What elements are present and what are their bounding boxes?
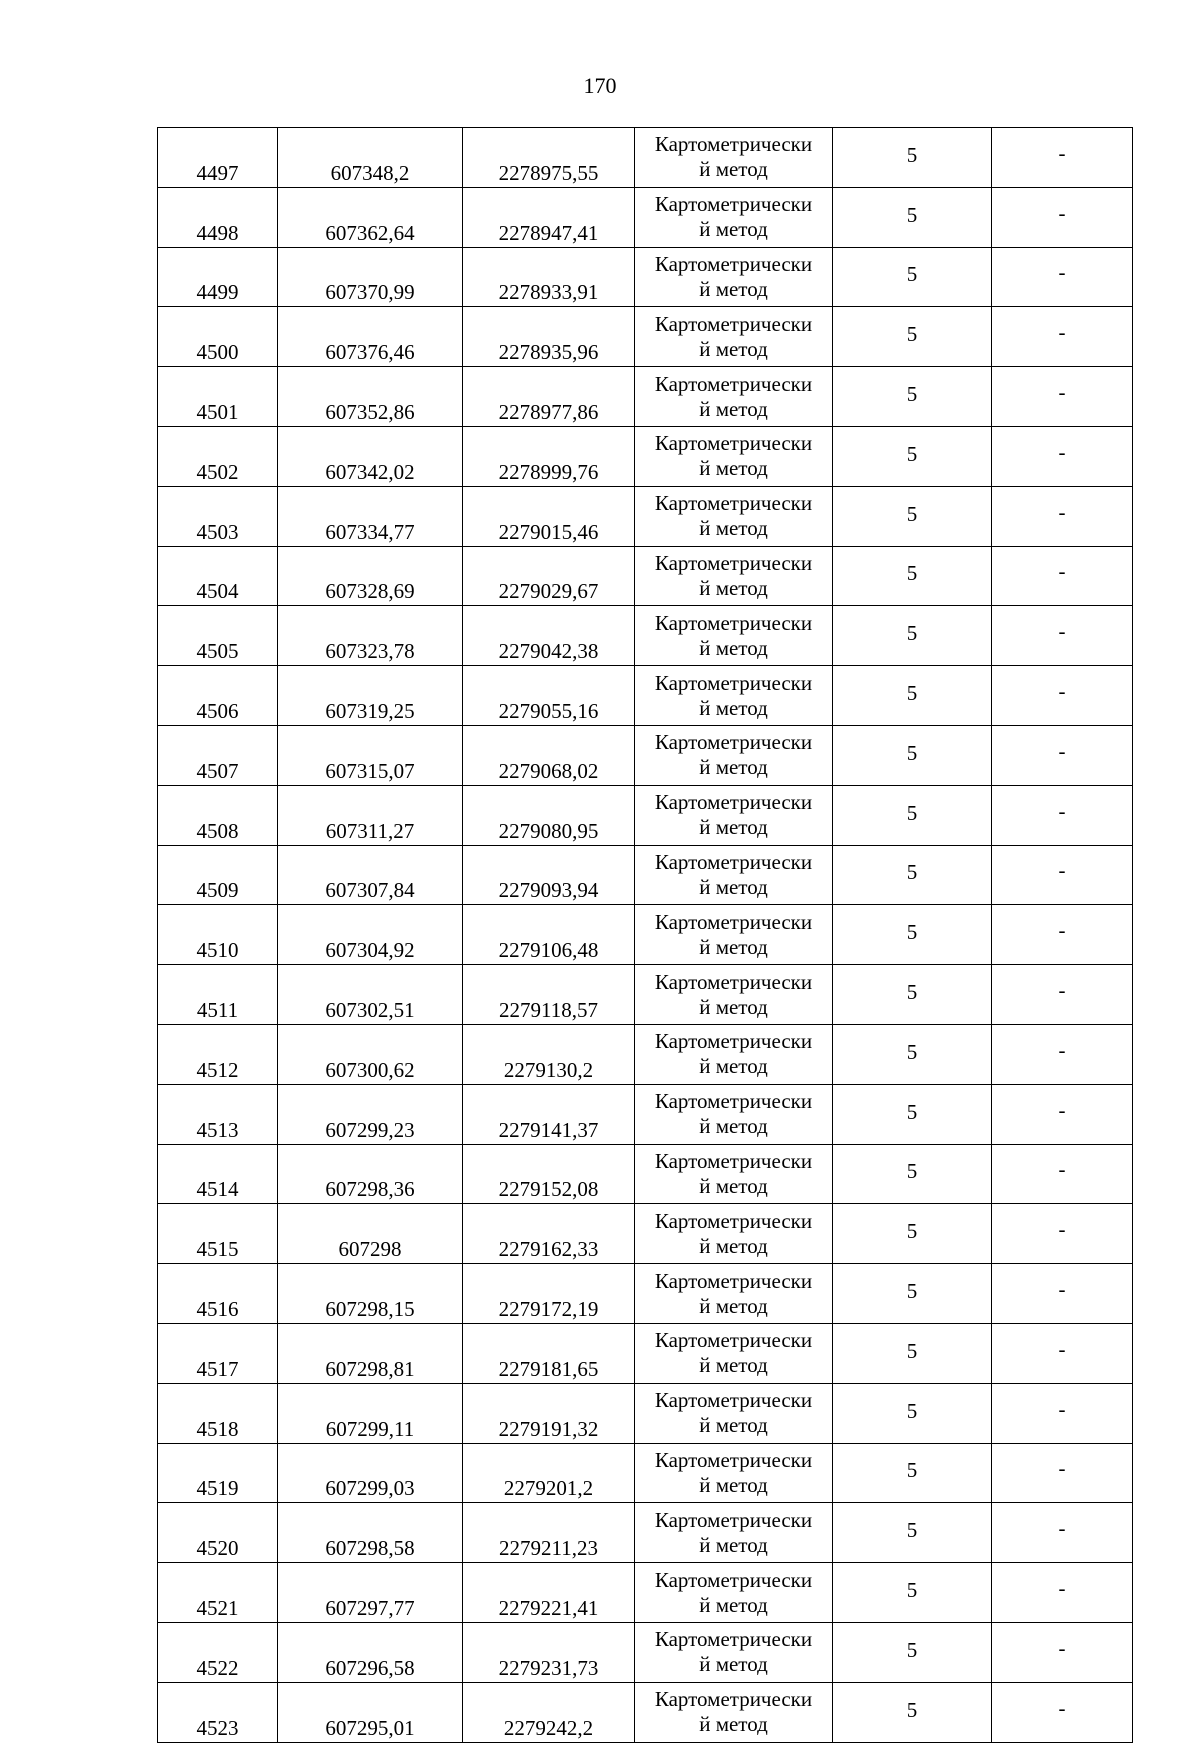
- method-line-2: й метод: [699, 217, 768, 242]
- method-line-1: Картометрически: [654, 192, 813, 217]
- method-cell: [635, 307, 833, 367]
- value-cell: 5: [833, 1264, 992, 1324]
- x-coordinate-cell: 607334,77: [278, 486, 463, 546]
- method-line-2: й метод: [699, 1173, 768, 1198]
- method-cell: [635, 128, 833, 188]
- method-cell: [635, 666, 833, 726]
- table-row: [158, 845, 1133, 905]
- point-id-cell: 4502: [158, 426, 278, 486]
- value-cell: 5: [833, 785, 992, 845]
- x-coordinate-cell: 607348,2: [278, 128, 463, 188]
- method-line-1: Картометрически: [654, 1388, 813, 1413]
- method-line-2: й метод: [699, 1114, 768, 1139]
- coordinates-table-body: [158, 128, 1133, 1743]
- point-id-cell: 4501: [158, 367, 278, 427]
- method-cell: [635, 785, 833, 845]
- method-cell: [635, 486, 833, 546]
- method-line-1: Картометрически: [654, 311, 813, 336]
- mark-cell: -: [992, 1024, 1133, 1084]
- method-cell: [635, 1144, 833, 1204]
- method-line-1: Картометрически: [654, 1627, 813, 1652]
- x-coordinate-cell: 607300,62: [278, 1024, 463, 1084]
- x-coordinate-cell: 607298,36: [278, 1144, 463, 1204]
- y-coordinate-cell: 2278999,76: [463, 426, 635, 486]
- y-coordinate-cell: 2279015,46: [463, 486, 635, 546]
- point-id-cell: 4514: [158, 1144, 278, 1204]
- method-cell: [635, 247, 833, 307]
- x-coordinate-cell: 607311,27: [278, 785, 463, 845]
- table-row: [158, 1024, 1133, 1084]
- table-row: [158, 1622, 1133, 1682]
- method-cell: [635, 905, 833, 965]
- point-id-cell: 4506: [158, 666, 278, 726]
- value-cell: 5: [833, 1024, 992, 1084]
- y-coordinate-cell: 2279201,2: [463, 1443, 635, 1503]
- method-line-1: Картометрически: [654, 1029, 813, 1054]
- method-line-2: й метод: [699, 1712, 768, 1737]
- point-id-cell: 4508: [158, 785, 278, 845]
- method-line-2: й метод: [699, 336, 768, 361]
- y-coordinate-cell: 2278977,86: [463, 367, 635, 427]
- method-line-2: й метод: [699, 1652, 768, 1677]
- method-line-1: Картометрически: [654, 1447, 813, 1472]
- coordinates-table: [157, 127, 1133, 1743]
- y-coordinate-cell: 2279191,32: [463, 1383, 635, 1443]
- point-id-cell: 4507: [158, 725, 278, 785]
- method-line-2: й метод: [699, 1293, 768, 1318]
- method-line-1: Картометрически: [654, 431, 813, 456]
- value-cell: 5: [833, 725, 992, 785]
- method-cell: [635, 845, 833, 905]
- method-cell: [635, 1682, 833, 1742]
- value-cell: 5: [833, 905, 992, 965]
- method-line-2: й метод: [699, 1592, 768, 1617]
- table-row: [158, 1323, 1133, 1383]
- point-id-cell: 4509: [158, 845, 278, 905]
- x-coordinate-cell: 607299,11: [278, 1383, 463, 1443]
- y-coordinate-cell: 2279106,48: [463, 905, 635, 965]
- table-row: [158, 128, 1133, 188]
- y-coordinate-cell: 2279029,67: [463, 546, 635, 606]
- method-cell: [635, 965, 833, 1025]
- point-id-cell: 4517: [158, 1323, 278, 1383]
- value-cell: 5: [833, 845, 992, 905]
- point-id-cell: 4522: [158, 1622, 278, 1682]
- y-coordinate-cell: 2279130,2: [463, 1024, 635, 1084]
- table-row: [158, 367, 1133, 427]
- value-cell: 5: [833, 1563, 992, 1623]
- point-id-cell: 4512: [158, 1024, 278, 1084]
- method-line-2: й метод: [699, 456, 768, 481]
- y-coordinate-cell: 2279080,95: [463, 785, 635, 845]
- mark-cell: -: [992, 785, 1133, 845]
- method-cell: [635, 1084, 833, 1144]
- mark-cell: -: [992, 1144, 1133, 1204]
- method-cell: [635, 1024, 833, 1084]
- y-coordinate-cell: 2279162,33: [463, 1204, 635, 1264]
- method-line-1: Картометрически: [654, 1507, 813, 1532]
- method-line-2: й метод: [699, 157, 768, 182]
- point-id-cell: 4498: [158, 187, 278, 247]
- x-coordinate-cell: 607323,78: [278, 606, 463, 666]
- point-id-cell: 4503: [158, 486, 278, 546]
- mark-cell: -: [992, 1443, 1133, 1503]
- mark-cell: -: [992, 1622, 1133, 1682]
- x-coordinate-cell: 607370,99: [278, 247, 463, 307]
- value-cell: 5: [833, 1144, 992, 1204]
- value-cell: 5: [833, 1383, 992, 1443]
- y-coordinate-cell: 2279172,19: [463, 1264, 635, 1324]
- point-id-cell: 4523: [158, 1682, 278, 1742]
- mark-cell: -: [992, 486, 1133, 546]
- method-cell: [635, 1264, 833, 1324]
- value-cell: 5: [833, 1204, 992, 1264]
- table-row: [158, 905, 1133, 965]
- method-line-2: й метод: [699, 396, 768, 421]
- method-line-2: й метод: [699, 1413, 768, 1438]
- table-row: [158, 1264, 1133, 1324]
- table-row: [158, 785, 1133, 845]
- method-cell: [635, 426, 833, 486]
- table-row: [158, 1383, 1133, 1443]
- value-cell: 5: [833, 187, 992, 247]
- mark-cell: -: [992, 546, 1133, 606]
- point-id-cell: 4516: [158, 1264, 278, 1324]
- y-coordinate-cell: 2278947,41: [463, 187, 635, 247]
- method-line-2: й метод: [699, 276, 768, 301]
- y-coordinate-cell: 2279093,94: [463, 845, 635, 905]
- method-line-2: й метод: [699, 575, 768, 600]
- y-coordinate-cell: 2279055,16: [463, 666, 635, 726]
- y-coordinate-cell: 2279221,41: [463, 1563, 635, 1623]
- table-row: [158, 486, 1133, 546]
- x-coordinate-cell: 607297,77: [278, 1563, 463, 1623]
- method-cell: [635, 1622, 833, 1682]
- value-cell: 5: [833, 486, 992, 546]
- method-line-1: Картометрически: [654, 1148, 813, 1173]
- point-id-cell: 4504: [158, 546, 278, 606]
- mark-cell: -: [992, 1264, 1133, 1324]
- value-cell: 5: [833, 666, 992, 726]
- method-line-2: й метод: [699, 635, 768, 660]
- value-cell: 5: [833, 1682, 992, 1742]
- method-line-1: Картометрически: [654, 1089, 813, 1114]
- table-row: [158, 247, 1133, 307]
- x-coordinate-cell: 607296,58: [278, 1622, 463, 1682]
- y-coordinate-cell: 2279181,65: [463, 1323, 635, 1383]
- table-row: [158, 965, 1133, 1025]
- mark-cell: -: [992, 1383, 1133, 1443]
- method-line-1: Картометрически: [654, 790, 813, 815]
- x-coordinate-cell: 607298: [278, 1204, 463, 1264]
- y-coordinate-cell: 2279141,37: [463, 1084, 635, 1144]
- method-line-1: Картометрически: [654, 1328, 813, 1353]
- method-cell: [635, 546, 833, 606]
- x-coordinate-cell: 607328,69: [278, 546, 463, 606]
- mark-cell: -: [992, 1323, 1133, 1383]
- mark-cell: -: [992, 845, 1133, 905]
- point-id-cell: 4497: [158, 128, 278, 188]
- value-cell: 5: [833, 1622, 992, 1682]
- point-id-cell: 4519: [158, 1443, 278, 1503]
- x-coordinate-cell: 607315,07: [278, 725, 463, 785]
- method-line-2: й метод: [699, 695, 768, 720]
- value-cell: 5: [833, 1084, 992, 1144]
- point-id-cell: 4511: [158, 965, 278, 1025]
- method-line-1: Картометрически: [654, 491, 813, 516]
- table-row: [158, 426, 1133, 486]
- point-id-cell: 4500: [158, 307, 278, 367]
- table-row: [158, 1503, 1133, 1563]
- x-coordinate-cell: 607298,15: [278, 1264, 463, 1324]
- method-line-1: Картометрически: [654, 1208, 813, 1233]
- method-line-1: Картометрически: [654, 550, 813, 575]
- mark-cell: -: [992, 965, 1133, 1025]
- method-line-2: й метод: [699, 1233, 768, 1258]
- mark-cell: -: [992, 725, 1133, 785]
- method-line-2: й метод: [699, 1353, 768, 1378]
- table-row: [158, 187, 1133, 247]
- table-row: [158, 1443, 1133, 1503]
- value-cell: 5: [833, 965, 992, 1025]
- point-id-cell: 4510: [158, 905, 278, 965]
- value-cell: 5: [833, 247, 992, 307]
- mark-cell: -: [992, 367, 1133, 427]
- y-coordinate-cell: 2279152,08: [463, 1144, 635, 1204]
- point-id-cell: 4499: [158, 247, 278, 307]
- y-coordinate-cell: 2278975,55: [463, 128, 635, 188]
- point-id-cell: 4521: [158, 1563, 278, 1623]
- mark-cell: -: [992, 307, 1133, 367]
- mark-cell: -: [992, 606, 1133, 666]
- method-cell: [635, 367, 833, 427]
- method-cell: [635, 1204, 833, 1264]
- method-line-1: Картометрически: [654, 610, 813, 635]
- method-line-1: Картометрически: [654, 1268, 813, 1293]
- y-coordinate-cell: 2279118,57: [463, 965, 635, 1025]
- mark-cell: -: [992, 1682, 1133, 1742]
- method-line-1: Картометрически: [654, 849, 813, 874]
- value-cell: 5: [833, 1323, 992, 1383]
- x-coordinate-cell: 607376,46: [278, 307, 463, 367]
- method-line-2: й метод: [699, 815, 768, 840]
- table-row: [158, 606, 1133, 666]
- method-line-2: й метод: [699, 1472, 768, 1497]
- y-coordinate-cell: 2279231,73: [463, 1622, 635, 1682]
- value-cell: 5: [833, 426, 992, 486]
- method-cell: [635, 187, 833, 247]
- y-coordinate-cell: 2279242,2: [463, 1682, 635, 1742]
- x-coordinate-cell: 607307,84: [278, 845, 463, 905]
- mark-cell: -: [992, 187, 1133, 247]
- method-line-2: й метод: [699, 1532, 768, 1557]
- y-coordinate-cell: 2278933,91: [463, 247, 635, 307]
- y-coordinate-cell: 2279042,38: [463, 606, 635, 666]
- method-line-2: й метод: [699, 516, 768, 541]
- mark-cell: -: [992, 905, 1133, 965]
- x-coordinate-cell: 607352,86: [278, 367, 463, 427]
- page-number: 170: [583, 73, 617, 98]
- method-cell: [635, 1563, 833, 1623]
- mark-cell: -: [992, 1084, 1133, 1144]
- method-line-2: й метод: [699, 874, 768, 899]
- table-row: [158, 666, 1133, 726]
- point-id-cell: 4505: [158, 606, 278, 666]
- mark-cell: -: [992, 666, 1133, 726]
- method-line-1: Картометрически: [654, 1567, 813, 1592]
- method-line-2: й метод: [699, 1054, 768, 1079]
- mark-cell: -: [992, 1503, 1133, 1563]
- method-line-1: Картометрически: [654, 371, 813, 396]
- point-id-cell: 4513: [158, 1084, 278, 1144]
- x-coordinate-cell: 607302,51: [278, 965, 463, 1025]
- x-coordinate-cell: 607362,64: [278, 187, 463, 247]
- table-row: [158, 1563, 1133, 1623]
- method-cell: [635, 1503, 833, 1563]
- value-cell: 5: [833, 128, 992, 188]
- x-coordinate-cell: 607299,23: [278, 1084, 463, 1144]
- mark-cell: -: [992, 1563, 1133, 1623]
- point-id-cell: 4518: [158, 1383, 278, 1443]
- y-coordinate-cell: 2278935,96: [463, 307, 635, 367]
- method-cell: [635, 725, 833, 785]
- table-row: [158, 1204, 1133, 1264]
- value-cell: 5: [833, 307, 992, 367]
- point-id-cell: 4515: [158, 1204, 278, 1264]
- x-coordinate-cell: 607299,03: [278, 1443, 463, 1503]
- method-line-1: Картометрически: [654, 730, 813, 755]
- value-cell: 5: [833, 1503, 992, 1563]
- mark-cell: -: [992, 1204, 1133, 1264]
- mark-cell: -: [992, 426, 1133, 486]
- method-cell: [635, 1383, 833, 1443]
- x-coordinate-cell: 607342,02: [278, 426, 463, 486]
- method-line-2: й метод: [699, 994, 768, 1019]
- table-row: [158, 1144, 1133, 1204]
- x-coordinate-cell: 607298,81: [278, 1323, 463, 1383]
- x-coordinate-cell: 607295,01: [278, 1682, 463, 1742]
- point-id-cell: 4520: [158, 1503, 278, 1563]
- method-line-1: Картометрически: [654, 132, 813, 157]
- table-row: [158, 725, 1133, 785]
- method-line-1: Картометрически: [654, 251, 813, 276]
- method-line-1: Картометрически: [654, 670, 813, 695]
- table-row: [158, 1084, 1133, 1144]
- method-line-2: й метод: [699, 934, 768, 959]
- value-cell: 5: [833, 1443, 992, 1503]
- table-row: [158, 1682, 1133, 1742]
- mark-cell: -: [992, 247, 1133, 307]
- method-cell: [635, 606, 833, 666]
- table-row: [158, 546, 1133, 606]
- method-line-1: Картометрически: [654, 969, 813, 994]
- value-cell: 5: [833, 367, 992, 427]
- table-row: [158, 307, 1133, 367]
- x-coordinate-cell: 607304,92: [278, 905, 463, 965]
- mark-cell: -: [992, 128, 1133, 188]
- value-cell: 5: [833, 606, 992, 666]
- x-coordinate-cell: 607298,58: [278, 1503, 463, 1563]
- method-line-1: Картометрически: [654, 909, 813, 934]
- value-cell: 5: [833, 546, 992, 606]
- method-line-1: Картометрически: [654, 1687, 813, 1712]
- method-cell: [635, 1323, 833, 1383]
- method-cell: [635, 1443, 833, 1503]
- y-coordinate-cell: 2279068,02: [463, 725, 635, 785]
- y-coordinate-cell: 2279211,23: [463, 1503, 635, 1563]
- x-coordinate-cell: 607319,25: [278, 666, 463, 726]
- method-line-2: й метод: [699, 755, 768, 780]
